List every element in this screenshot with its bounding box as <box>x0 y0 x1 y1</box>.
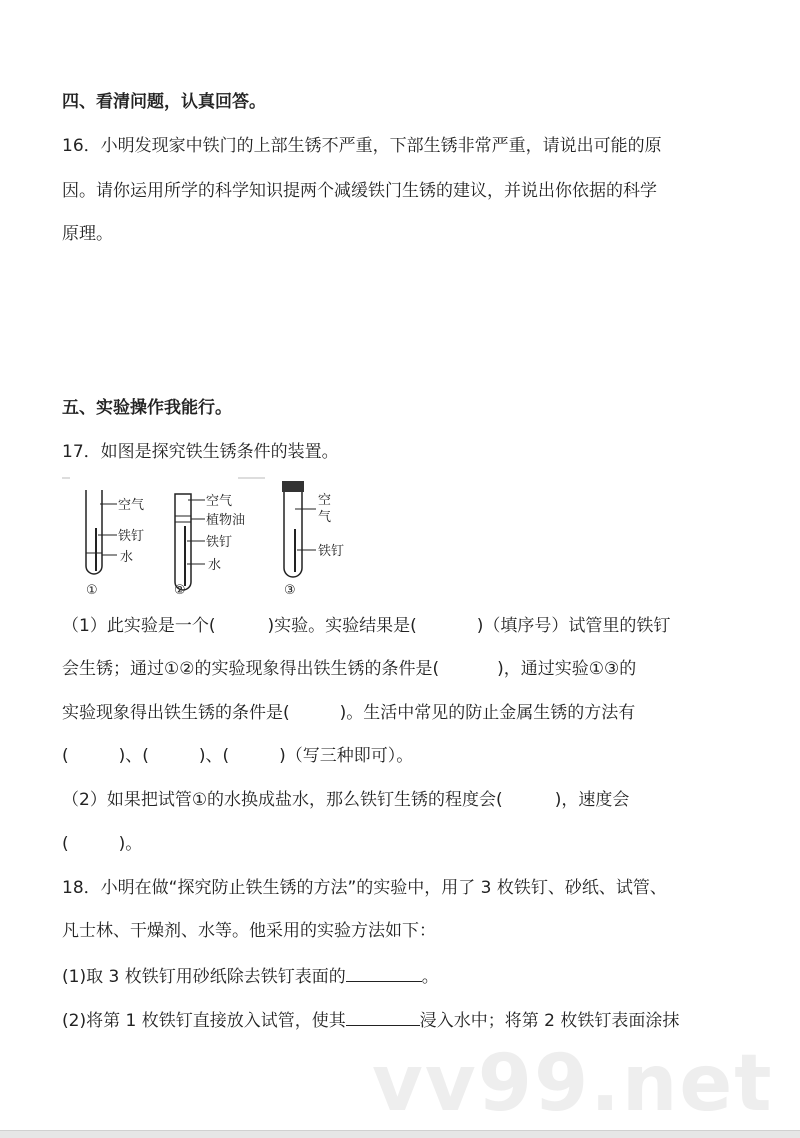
answer-blank[interactable] <box>346 963 422 982</box>
section5-heading: 五、实验操作我能行。 <box>62 398 232 418</box>
label-nail: 铁钉 <box>206 535 233 550</box>
label-air: 空气 <box>118 498 145 513</box>
label-oil: 植物油 <box>206 513 246 528</box>
q18-step2: (2)将第 1 枚铁钉直接放入试管，使其 浸入水中；将第 2 枚铁钉表面涂抹 <box>62 1007 679 1033</box>
q18-line1: 18．小明在做“探究防止铁生锈的方法”的实验中，用了 3 枚铁钉、砂纸、试管、 <box>62 878 667 898</box>
q16-line1: 16．小明发现家中铁门的上部生锈不严重，下部生锈非常严重，请说出可能的原 <box>62 136 662 156</box>
q17-p6: ( )。 <box>62 834 143 854</box>
section4-heading: 四、看清问题，认真回答。 <box>62 92 266 112</box>
tube-number-1: ① <box>86 583 98 598</box>
q18-step1: (1)取 3 枚铁钉用砂纸除去铁钉表面的 。 <box>62 963 439 989</box>
tube-number-2: ② <box>174 583 186 598</box>
test-tube-1 <box>86 490 144 598</box>
test-tube-figure <box>60 476 370 606</box>
label-nail: 铁钉 <box>318 544 345 559</box>
q17-p5: （2）如果把试管①的水换成盐水，那么铁钉生锈的程度会( )，速度会 <box>62 790 630 810</box>
label-nail: 铁钉 <box>118 529 145 544</box>
label-air: 空气 <box>206 494 233 509</box>
q17-p4: ( )、( )、( )（写三种即可）。 <box>62 746 414 766</box>
test-tube-3 <box>282 481 344 598</box>
q18-line2: 凡士林、干燥剂、水等。他采用的实验方法如下： <box>62 921 436 941</box>
q17-p3: 实验现象得出铁生锈的条件是( )。生活中常见的防止金属生锈的方法有 <box>62 703 636 723</box>
watermark: vv99.net <box>372 1039 774 1129</box>
q17-p2: 会生锈；通过①②的实验现象得出铁生锈的条件是( )，通过实验①③的 <box>62 659 637 679</box>
label-water: 水 <box>208 558 222 573</box>
label-air-a: 空 <box>318 493 332 508</box>
tube-number-3: ③ <box>284 583 296 598</box>
test-tube-2 <box>174 493 245 598</box>
label-water: 水 <box>120 550 134 565</box>
q17-p1: （1）此实验是一个( )实验。实验结果是( )（填序号）试管里的铁钉 <box>62 616 671 636</box>
q16-line2: 因。请你运用所学的科学知识提两个减缓铁门生锈的建议，并说出你依据的科学 <box>62 181 657 201</box>
label-air-b: 气 <box>318 510 332 525</box>
q16-line3: 原理。 <box>62 224 113 244</box>
answer-blank[interactable] <box>346 1007 420 1026</box>
q17-intro: 17．如图是探究铁生锈条件的装置。 <box>62 442 339 462</box>
